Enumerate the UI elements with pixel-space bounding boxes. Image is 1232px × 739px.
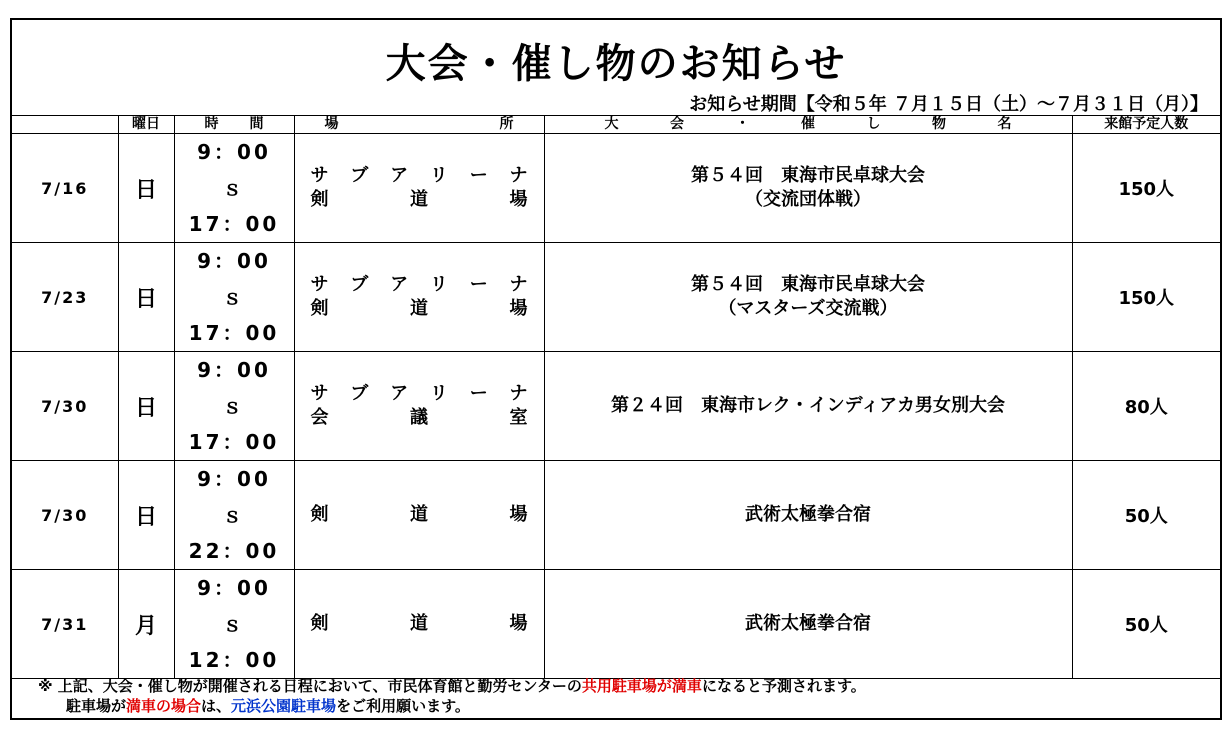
place-line-2 (311, 188, 528, 212)
header-event-char: 会 (670, 116, 684, 132)
event-weekday: 日 (118, 243, 174, 352)
start-time: 9：00 (197, 140, 271, 164)
note-highlight-blue: 元浜公園駐車場 (231, 697, 337, 715)
page-title: 大会・催し物のお知らせ (385, 41, 847, 87)
event-title: 第２４回 東海市レク・インディアカ男女別大会 (610, 395, 1006, 416)
place-char: ア (390, 274, 409, 295)
place-char: 場 (509, 189, 528, 210)
header-place (294, 116, 544, 134)
note-text: 駐車場が (66, 697, 127, 715)
place-char: 剣 (310, 504, 329, 525)
table-row (12, 570, 1220, 679)
event-time (174, 243, 294, 352)
event-title: 第５４回 東海市民卓球大会 (691, 274, 925, 295)
time-separator: ｓ (222, 176, 246, 200)
header-event-char: 名 (997, 116, 1012, 132)
place-char: ナ (509, 383, 528, 404)
event-subtitle: （交流団体戦） (745, 189, 871, 210)
start-time: 9：00 (197, 576, 271, 600)
header-time (174, 116, 294, 134)
events-table (12, 115, 1220, 679)
place-line-1 (311, 503, 528, 527)
expected-visitors: 150人 (1072, 243, 1220, 352)
start-time: 9：00 (197, 358, 271, 382)
table-row (12, 352, 1220, 461)
note-highlight-red: 満車の場合 (126, 697, 202, 715)
place-char: ー (469, 274, 488, 295)
note-text: になると予測されます。 (701, 677, 866, 695)
start-time: 9：00 (197, 249, 271, 273)
event-time (174, 352, 294, 461)
time-separator: ｓ (222, 285, 246, 309)
notice-frame (10, 18, 1222, 720)
end-time: 22：00 (188, 539, 280, 563)
place-line-2 (311, 406, 528, 430)
expected-visitors: 50人 (1072, 461, 1220, 570)
place-char: ー (469, 165, 488, 186)
table-row (12, 461, 1220, 570)
event-subtitle: （マスターズ交流戦） (718, 298, 898, 319)
place-char: 場 (509, 504, 528, 525)
place-char: 剣 (310, 298, 329, 319)
event-title: 武術太極拳合宿 (745, 613, 871, 634)
header-day: 曜日 (118, 116, 174, 134)
event-name (544, 461, 1072, 570)
note-text: は、 (201, 697, 232, 715)
place-char: リ (429, 274, 448, 295)
place-char: 道 (410, 504, 428, 525)
place-char: ナ (509, 274, 528, 295)
place-char: 室 (509, 407, 528, 428)
header-place-char: 所 (499, 116, 514, 132)
event-time (174, 461, 294, 570)
event-weekday: 日 (118, 134, 174, 243)
note-line-2 (38, 696, 866, 716)
event-place (294, 570, 544, 679)
header-event-char: し (866, 116, 881, 132)
place-char: 場 (509, 298, 528, 319)
header-event-char: 催 (801, 116, 815, 132)
place-char: サ (310, 165, 329, 186)
table-row (12, 243, 1220, 352)
end-time: 17：00 (188, 321, 280, 345)
place-char: 剣 (310, 189, 329, 210)
event-title: 第５４回 東海市民卓球大会 (691, 165, 925, 186)
event-weekday: 日 (118, 352, 174, 461)
end-time: 12：00 (188, 648, 280, 672)
header-event-char: 物 (932, 116, 946, 132)
place-char: 会 (310, 407, 329, 428)
event-time (174, 570, 294, 679)
header-event-char: ・ (735, 116, 750, 132)
place-char: ア (390, 165, 409, 186)
header-date (12, 116, 118, 134)
notice-period: お知らせ期間【令和５年 ７月１５日（土）～７月３１日（月）】 (689, 94, 1208, 115)
header-event (544, 116, 1072, 134)
note-text: ※ 上記、大会・催し物が開催される日程において、市民体育館と勤労センターの (38, 677, 582, 695)
place-char: ー (469, 383, 488, 404)
time-separator: ｓ (222, 503, 246, 527)
start-time: 9：00 (197, 467, 271, 491)
place-line-1 (311, 164, 528, 188)
place-char: リ (429, 165, 448, 186)
event-place (294, 461, 544, 570)
place-char: ブ (350, 274, 369, 295)
place-char: サ (310, 274, 329, 295)
header-time-char: 時 (204, 116, 219, 132)
event-weekday: 日 (118, 461, 174, 570)
place-char: 道 (410, 613, 428, 634)
expected-visitors: 50人 (1072, 570, 1220, 679)
time-separator: ｓ (222, 394, 246, 418)
header-place-char: 場 (324, 116, 339, 132)
header-event-char: 大 (604, 116, 619, 132)
place-char: 道 (410, 189, 428, 210)
place-char: 場 (509, 613, 528, 634)
event-date: 7/30 (12, 461, 118, 570)
event-name (544, 570, 1072, 679)
place-char: 道 (410, 298, 428, 319)
place-line-1 (311, 382, 528, 406)
note-line-1 (38, 676, 866, 696)
event-date: 7/31 (12, 570, 118, 679)
event-place (294, 352, 544, 461)
place-line-1 (311, 273, 528, 297)
event-name (544, 243, 1072, 352)
place-char: ア (390, 383, 409, 404)
event-weekday: 月 (118, 570, 174, 679)
end-time: 17：00 (188, 212, 280, 236)
table-row (12, 134, 1220, 243)
place-char: ブ (350, 165, 369, 186)
place-line-2 (311, 297, 528, 321)
header-count: 来館予定人数 (1072, 116, 1220, 134)
place-char: リ (429, 383, 448, 404)
event-date: 7/16 (12, 134, 118, 243)
note-highlight-red: 共用駐車場が満車 (581, 677, 702, 695)
place-char: 議 (410, 407, 428, 428)
place-line-1 (311, 612, 528, 636)
place-char: サ (310, 383, 329, 404)
header-time-char: 間 (249, 116, 264, 132)
event-date: 7/30 (12, 352, 118, 461)
expected-visitors: 150人 (1072, 134, 1220, 243)
event-name (544, 134, 1072, 243)
place-char: ブ (350, 383, 369, 404)
expected-visitors: 80人 (1072, 352, 1220, 461)
note-text: をご利用願います。 (336, 697, 470, 715)
event-title: 武術太極拳合宿 (745, 504, 871, 525)
event-place (294, 243, 544, 352)
time-separator: ｓ (222, 612, 246, 636)
place-char: ナ (509, 165, 528, 186)
event-time (174, 134, 294, 243)
event-date: 7/23 (12, 243, 118, 352)
event-place (294, 134, 544, 243)
parking-note (38, 676, 866, 716)
end-time: 17：00 (188, 430, 280, 454)
place-char: 剣 (310, 613, 329, 634)
event-name (544, 352, 1072, 461)
